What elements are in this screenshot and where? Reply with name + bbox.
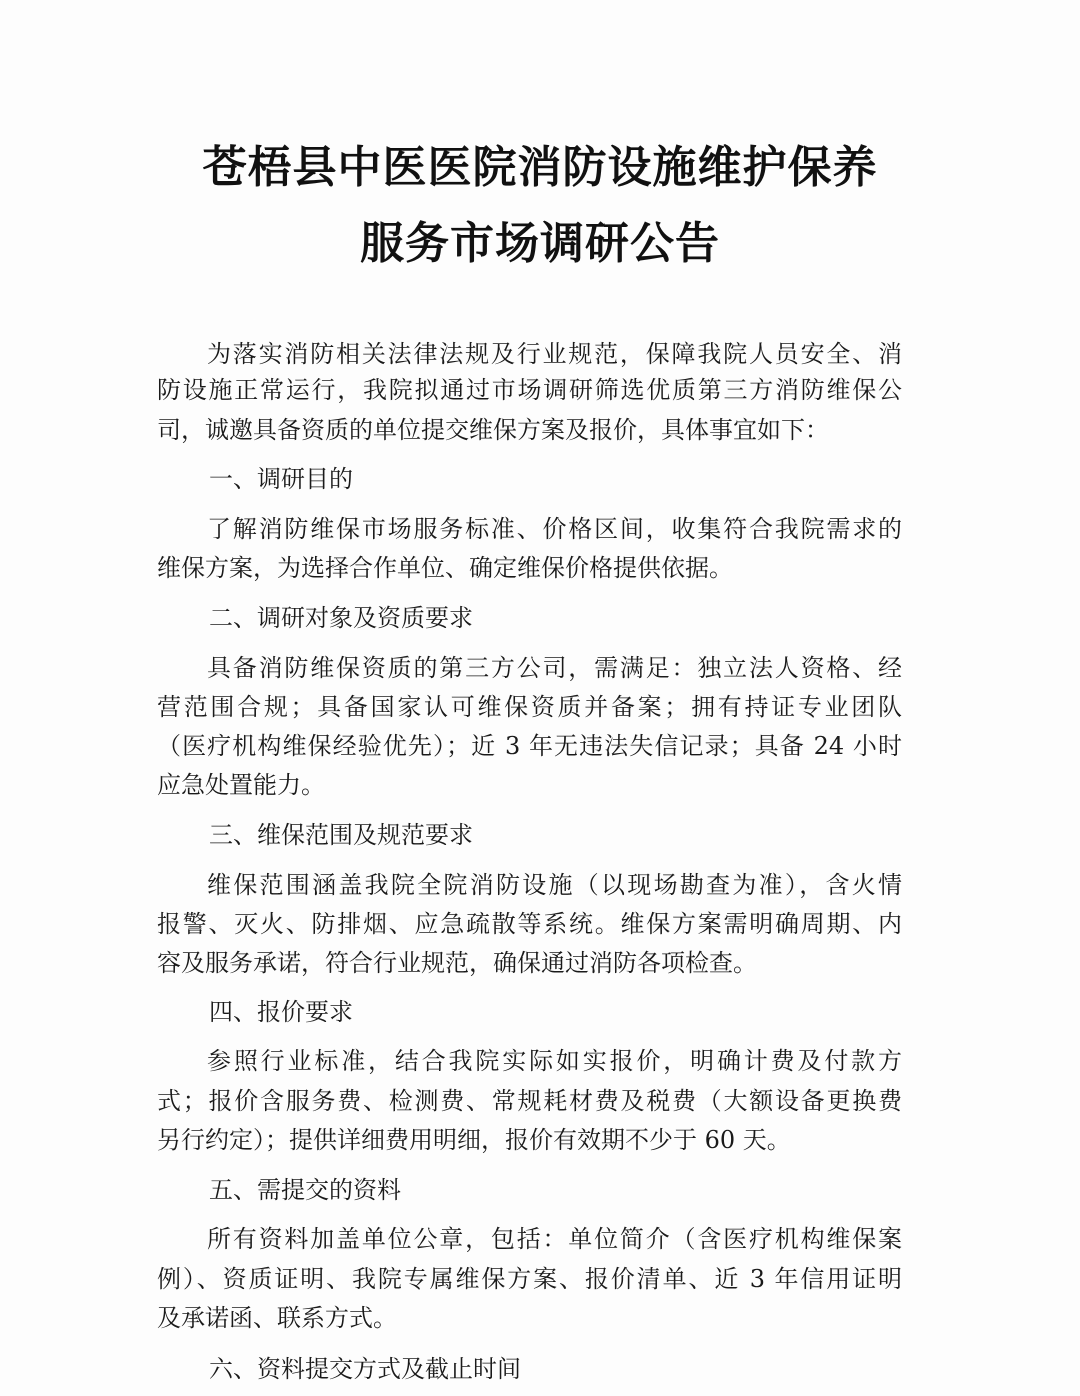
section-materials-line-1: 所有资料加盖单位公章，包括：单位简介（含医疗机构维保案 (207, 1225, 902, 1253)
section-quotation-line-1: 参照行业标准，结合我院实际如实报价，明确计费及付款方 (207, 1047, 902, 1075)
section-quotation-line-3: 另行约定）；提供详细费用明细，报价有效期不少于 60 天。 (157, 1126, 791, 1154)
intro-line-3: 司，诚邀具备资质的单位提交维保方案及报价，具体事宜如下： (157, 416, 829, 444)
section-quotation-line-2: 式；报价含服务费、检测费、常规耗材费及税费（大额设备更换费 (157, 1087, 902, 1115)
intro-line-1: 为落实消防相关法律法规及行业规范，保障我院人员安全、消 (207, 340, 902, 368)
section-scope-line-1: 维保范围涵盖我院全院消防设施（以现场勘查为准），含火情 (207, 871, 902, 899)
section-scope-line-2: 报警、灭火、防排烟、应急疏散等系统。维保方案需明确周期、内 (157, 910, 902, 938)
section-heading-materials: 五、需提交的资料 (209, 1176, 401, 1204)
section-qualification-line-4: 应急处置能力。 (157, 771, 325, 799)
section-qualification-line-2: 营范围合规；具备国家认可维保资质并备案；拥有持证专业团队 (157, 693, 902, 721)
section-scope-line-3: 容及服务承诺，符合行业规范，确保通过消防各项检查。 (157, 949, 757, 977)
document-title-line-1: 苍梧县中医医院消防设施维护保养 (202, 142, 878, 193)
section-heading-qualification: 二、调研对象及资质要求 (209, 604, 473, 632)
section-heading-scope: 三、维保范围及规范要求 (209, 821, 473, 849)
intro-line-2: 防设施正常运行，我院拟通过市场调研筛选优质第三方消防维保公 (157, 376, 902, 404)
section-heading-quotation: 四、报价要求 (209, 998, 353, 1026)
section-qualification-line-1: 具备消防维保资质的第三方公司，需满足：独立法人资格、经 (207, 654, 902, 682)
section-qualification-line-3: （医疗机构维保经验优先）；近 3 年无违法失信记录；具备 24 小时 (157, 732, 902, 760)
section-purpose-line-2: 维保方案，为选择合作单位、确定维保价格提供依据。 (157, 554, 733, 582)
section-purpose-line-1: 了解消防维保市场服务标准、价格区间，收集符合我院需求的 (207, 515, 902, 543)
section-materials-line-3: 及承诺函、联系方式。 (157, 1304, 397, 1332)
section-materials-line-2: 例）、资质证明、我院专属维保方案、报价清单、近 3 年信用证明 (157, 1265, 902, 1293)
section-heading-submission: 六、资料提交方式及截止时间 (209, 1355, 521, 1383)
document-title-line-2: 服务市场调研公告 (360, 218, 720, 269)
section-heading-purpose: 一、调研目的 (209, 465, 353, 493)
